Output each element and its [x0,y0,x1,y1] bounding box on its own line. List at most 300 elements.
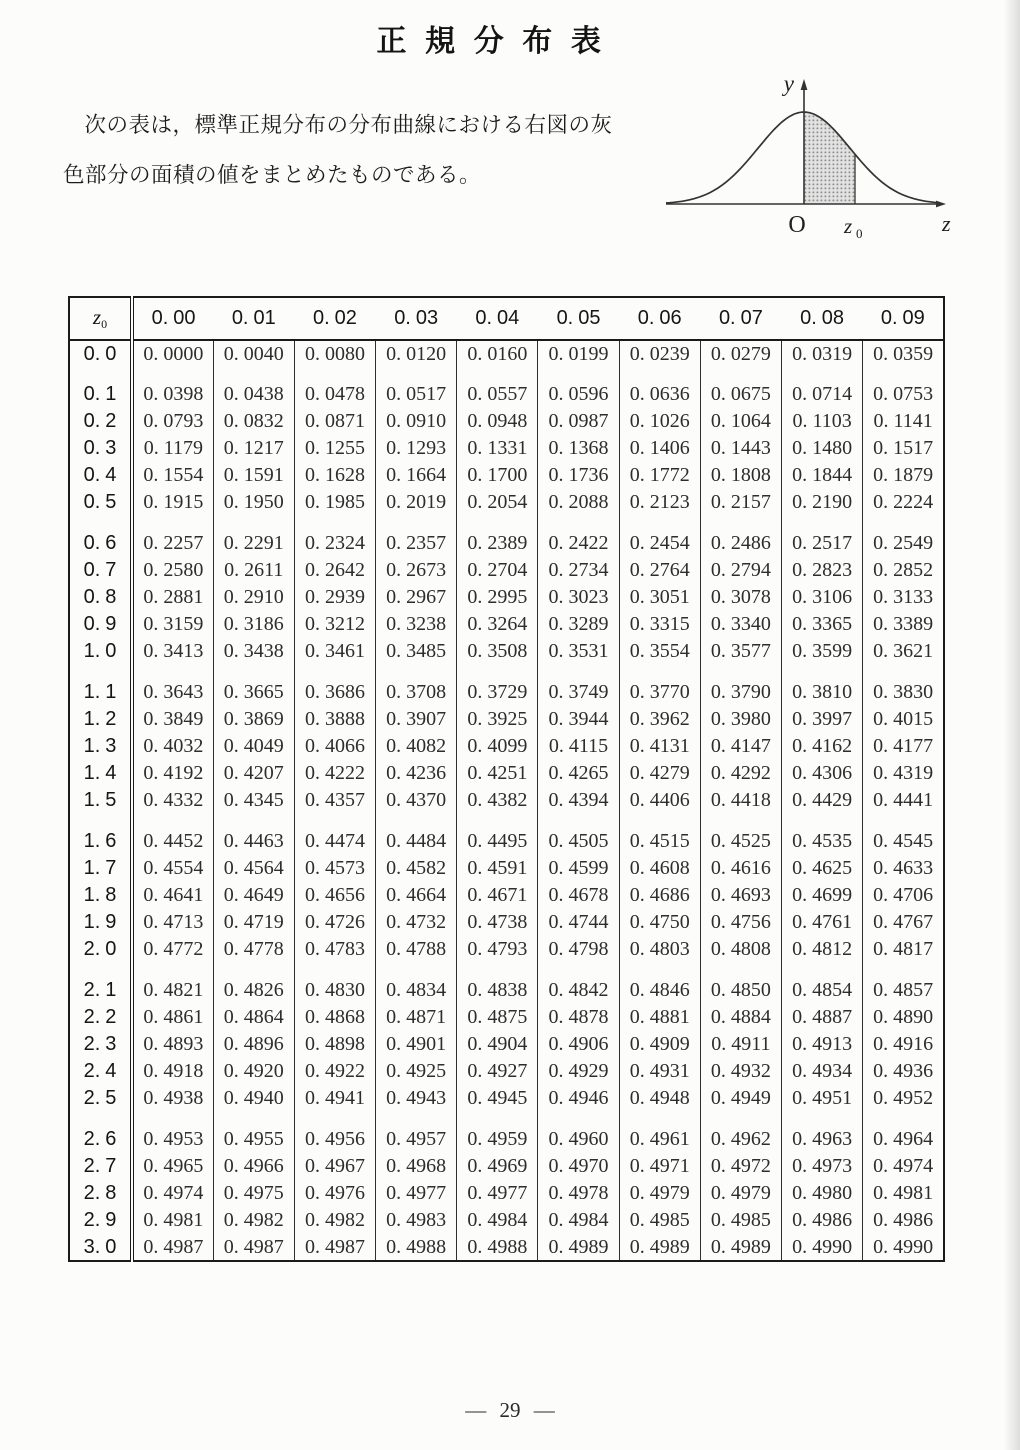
value-cell: 0. 1700 [457,462,538,489]
table-row [69,638,944,665]
value-cell: 0. 3238 [376,611,457,638]
table-row [69,1234,944,1261]
value-cell: 0. 4969 [457,1153,538,1180]
value-cell: 0. 2291 [213,530,294,557]
row-label: 2. 5 [69,1085,132,1112]
value-cell: 0. 3997 [782,706,863,733]
value-cell: 0. 1591 [213,462,294,489]
group-spacer-row [69,814,944,828]
value-cell: 0. 4452 [132,828,213,855]
value-cell: 0. 4838 [457,977,538,1004]
value-cell: 0. 0319 [782,340,863,367]
value-cell: 0. 3888 [294,706,375,733]
value-cell: 0. 4943 [376,1085,457,1112]
value-cell: 0. 4778 [213,936,294,963]
intro-line-1: 次の表は，標準正規分布の分布曲線における右図の灰 [84,113,613,137]
value-cell: 0. 4901 [376,1031,457,1058]
column-header: 0. 01 [231,307,276,329]
value-cell: 0. 4474 [294,828,375,855]
value-cell: 0. 3264 [457,611,538,638]
value-cell: 0. 4890 [863,1004,944,1031]
value-cell: 0. 3485 [376,638,457,665]
value-cell: 0. 4966 [213,1153,294,1180]
value-cell: 0. 2088 [538,489,619,516]
value-cell: 0. 1064 [700,408,781,435]
value-cell: 0. 4984 [538,1207,619,1234]
value-cell: 0. 0080 [294,340,375,367]
value-cell: 0. 3389 [863,611,944,638]
column-header: 0. 09 [880,307,925,329]
value-cell: 0. 4834 [376,977,457,1004]
value-cell: 0. 4664 [376,882,457,909]
value-cell: 0. 0714 [782,381,863,408]
group-spacer-row [69,367,944,381]
value-cell: 0. 4147 [700,733,781,760]
value-cell: 0. 4946 [538,1085,619,1112]
y-axis-label: y [783,71,794,96]
value-cell: 0. 3023 [538,584,619,611]
row-label: 0. 8 [69,584,132,611]
group-spacer-row [69,665,944,679]
table-row [69,435,944,462]
table-row [69,882,944,909]
value-cell: 0. 2910 [213,584,294,611]
value-cell: 0. 3461 [294,638,375,665]
table-body [69,340,944,1261]
value-cell: 0. 4115 [538,733,619,760]
value-cell: 0. 2704 [457,557,538,584]
value-cell: 0. 4986 [782,1207,863,1234]
value-cell: 0. 4357 [294,787,375,814]
row-label: 1. 2 [69,706,132,733]
value-cell: 0. 0832 [213,408,294,435]
value-cell: 0. 4961 [619,1126,700,1153]
value-cell: 0. 1480 [782,435,863,462]
table-row [69,936,944,963]
value-cell: 0. 4864 [213,1004,294,1031]
value-cell: 0. 2054 [457,489,538,516]
value-cell: 0. 4979 [700,1180,781,1207]
value-cell: 0. 3289 [538,611,619,638]
value-cell: 0. 4761 [782,909,863,936]
table-row [69,1153,944,1180]
value-cell: 0. 2764 [619,557,700,584]
value-cell: 0. 4932 [700,1058,781,1085]
value-cell: 0. 4812 [782,936,863,963]
row-label: 2. 7 [69,1153,132,1180]
value-cell: 0. 4971 [619,1153,700,1180]
column-header: 0. 05 [556,307,601,329]
value-cell: 0. 4066 [294,733,375,760]
value-cell: 0. 4564 [213,855,294,882]
value-cell: 0. 4756 [700,909,781,936]
value-cell: 0. 4738 [457,909,538,936]
value-cell: 0. 0675 [700,381,781,408]
column-header: 0. 04 [475,307,520,329]
value-cell: 0. 4988 [376,1234,457,1261]
value-cell: 0. 3212 [294,611,375,638]
row-label: 1. 0 [69,638,132,665]
value-cell: 0. 4990 [863,1234,944,1261]
value-cell: 0. 4962 [700,1126,781,1153]
value-cell: 0. 4988 [457,1234,538,1261]
value-cell: 0. 4484 [376,828,457,855]
row-label: 1. 8 [69,882,132,909]
row-label: 0. 1 [69,381,132,408]
value-cell: 0. 4941 [294,1085,375,1112]
normal-table [68,296,945,1262]
row-label: 1. 9 [69,909,132,936]
value-cell: 0. 2324 [294,530,375,557]
value-cell: 0. 3830 [863,679,944,706]
value-cell: 0. 4987 [213,1234,294,1261]
value-cell: 0. 0279 [700,340,781,367]
value-cell: 0. 4938 [132,1085,213,1112]
value-cell: 0. 0793 [132,408,213,435]
value-cell: 0. 0636 [619,381,700,408]
value-cell: 0. 4599 [538,855,619,882]
value-cell: 0. 4980 [782,1180,863,1207]
value-cell: 0. 4922 [294,1058,375,1085]
value-cell: 0. 2673 [376,557,457,584]
value-cell: 0. 4236 [376,760,457,787]
value-cell: 0. 1517 [863,435,944,462]
value-cell: 0. 1808 [700,462,781,489]
value-cell: 0. 0871 [294,408,375,435]
value-cell: 0. 4842 [538,977,619,1004]
value-cell: 0. 4934 [782,1058,863,1085]
value-cell: 0. 0199 [538,340,619,367]
value-cell: 0. 4987 [294,1234,375,1261]
value-cell: 0. 3106 [782,584,863,611]
value-cell: 0. 4699 [782,882,863,909]
row-label: 1. 3 [69,733,132,760]
value-cell: 0. 0239 [619,340,700,367]
page-title: 正規分布表 [376,25,620,58]
value-cell: 0. 3810 [782,679,863,706]
value-cell: 0. 4968 [376,1153,457,1180]
value-cell: 0. 4671 [457,882,538,909]
value-cell: 0. 4854 [782,977,863,1004]
value-cell: 0. 4975 [213,1180,294,1207]
value-cell: 0. 2580 [132,557,213,584]
value-cell: 0. 4693 [700,882,781,909]
value-cell: 0. 4649 [213,882,294,909]
value-cell: 0. 3925 [457,706,538,733]
value-cell: 0. 4974 [863,1153,944,1180]
table-row [69,462,944,489]
value-cell: 0. 1664 [376,462,457,489]
value-cell: 0. 4977 [457,1180,538,1207]
value-cell: 0. 4990 [782,1234,863,1261]
z0-label-sub: 0 [856,226,863,241]
value-cell: 0. 4979 [619,1180,700,1207]
value-cell: 0. 3438 [213,638,294,665]
value-cell: 0. 4861 [132,1004,213,1031]
value-cell: 0. 4830 [294,977,375,1004]
table-row [69,584,944,611]
column-header: 0. 07 [718,307,763,329]
value-cell: 0. 1406 [619,435,700,462]
value-cell: 0. 3621 [863,638,944,665]
value-cell: 0. 4345 [213,787,294,814]
value-cell: 0. 4382 [457,787,538,814]
value-cell: 0. 3849 [132,706,213,733]
value-cell: 0. 4878 [538,1004,619,1031]
value-cell: 0. 4441 [863,787,944,814]
row-label: 1. 6 [69,828,132,855]
value-cell: 0. 4319 [863,760,944,787]
corner-header-z0: $z_0$ [69,297,132,340]
value-cell: 0. 3749 [538,679,619,706]
value-cell: 0. 4207 [213,760,294,787]
value-cell: 0. 4964 [863,1126,944,1153]
value-cell: 0. 1628 [294,462,375,489]
row-label: 2. 9 [69,1207,132,1234]
value-cell: 0. 4582 [376,855,457,882]
value-cell: 0. 4983 [376,1207,457,1234]
value-cell: 0. 2642 [294,557,375,584]
value-cell: 0. 0557 [457,381,538,408]
row-label: 0. 4 [69,462,132,489]
value-cell: 0. 4986 [863,1207,944,1234]
value-cell: 0. 4616 [700,855,781,882]
value-cell: 0. 4850 [700,977,781,1004]
value-cell: 0. 2734 [538,557,619,584]
value-cell: 0. 4545 [863,828,944,855]
value-cell: 0. 4953 [132,1126,213,1153]
value-cell: 0. 4713 [132,909,213,936]
table-row [69,679,944,706]
value-cell: 0. 0000 [132,340,213,367]
value-cell: 0. 1985 [294,489,375,516]
value-cell: 0. 2794 [700,557,781,584]
value-cell: 0. 4948 [619,1085,700,1112]
value-cell: 0. 4904 [457,1031,538,1058]
value-cell: 0. 4973 [782,1153,863,1180]
group-spacer-row [69,963,944,977]
value-cell: 0. 4896 [213,1031,294,1058]
value-cell: 0. 4970 [538,1153,619,1180]
row-label: 2. 2 [69,1004,132,1031]
value-cell: 0. 3508 [457,638,538,665]
value-cell: 0. 4406 [619,787,700,814]
table-row [69,1031,944,1058]
table-row [69,1004,944,1031]
table-row [69,1180,944,1207]
value-cell: 0. 4750 [619,909,700,936]
value-cell: 0. 2123 [619,489,700,516]
table-container [68,296,945,1262]
value-cell: 0. 3907 [376,706,457,733]
value-cell: 0. 3365 [782,611,863,638]
table-row [69,340,944,367]
value-cell: 0. 4982 [294,1207,375,1234]
row-label: 1. 5 [69,787,132,814]
value-cell: 0. 4573 [294,855,375,882]
value-cell: 0. 3577 [700,638,781,665]
value-cell: 0. 4960 [538,1126,619,1153]
table-row [69,408,944,435]
bell-curve [666,112,938,203]
page-number: — 29 — [465,1398,555,1422]
value-cell: 0. 1217 [213,435,294,462]
table-row [69,557,944,584]
value-cell: 0. 4977 [376,1180,457,1207]
row-label: 0. 6 [69,530,132,557]
value-cell: 0. 4370 [376,787,457,814]
value-cell: 0. 3729 [457,679,538,706]
value-cell: 0. 2517 [782,530,863,557]
value-cell: 0. 4981 [863,1180,944,1207]
value-cell: 0. 4279 [619,760,700,787]
value-cell: 0. 4871 [376,1004,457,1031]
value-cell: 0. 4931 [619,1058,700,1085]
group-spacer-row [69,1112,944,1126]
value-cell: 0. 0359 [863,340,944,367]
value-cell: 0. 2157 [700,489,781,516]
value-cell: 0. 4985 [619,1207,700,1234]
row-label: 0. 7 [69,557,132,584]
row-label: 1. 1 [69,679,132,706]
value-cell: 0. 1736 [538,462,619,489]
value-cell: 0. 3413 [132,638,213,665]
value-cell: 0. 4641 [132,882,213,909]
value-cell: 0. 4868 [294,1004,375,1031]
value-cell: 0. 4989 [619,1234,700,1261]
value-cell: 0. 4974 [132,1180,213,1207]
value-cell: 0. 1772 [619,462,700,489]
value-cell: 0. 4982 [213,1207,294,1234]
row-label: 2. 1 [69,977,132,1004]
value-cell: 0. 3531 [538,638,619,665]
value-cell: 0. 4686 [619,882,700,909]
value-cell: 0. 0160 [457,340,538,367]
value-cell: 0. 4719 [213,909,294,936]
value-cell: 0. 2486 [700,530,781,557]
value-cell: 0. 0517 [376,381,457,408]
normal-distribution-figure [660,55,1010,245]
value-cell: 0. 4913 [782,1031,863,1058]
row-label: 3. 0 [69,1234,132,1261]
value-cell: 0. 3980 [700,706,781,733]
value-cell: 0. 4251 [457,760,538,787]
value-cell: 0. 4608 [619,855,700,882]
value-cell: 0. 4591 [457,855,538,882]
value-cell: 0. 4909 [619,1031,700,1058]
value-cell: 0. 4821 [132,977,213,1004]
value-cell: 0. 4881 [619,1004,700,1031]
value-cell: 0. 4959 [457,1126,538,1153]
row-label: 2. 8 [69,1180,132,1207]
value-cell: 0. 1554 [132,462,213,489]
z-axis-label: z [942,211,951,236]
value-cell: 0. 1368 [538,435,619,462]
value-cell: 0. 3315 [619,611,700,638]
value-cell: 0. 4929 [538,1058,619,1085]
value-cell: 0. 4265 [538,760,619,787]
table-row [69,489,944,516]
value-cell: 0. 4981 [132,1207,213,1234]
value-cell: 0. 4192 [132,760,213,787]
value-cell: 0. 4965 [132,1153,213,1180]
value-cell: 0. 4857 [863,977,944,1004]
value-cell: 0. 4525 [700,828,781,855]
value-cell: 0. 4222 [294,760,375,787]
origin-label: O [788,212,806,238]
value-cell: 0. 4884 [700,1004,781,1031]
row-label: 2. 6 [69,1126,132,1153]
value-cell: 0. 4535 [782,828,863,855]
value-cell: 0. 4788 [376,936,457,963]
value-cell: 0. 3340 [700,611,781,638]
value-cell: 0. 1179 [132,435,213,462]
value-cell: 0. 2881 [132,584,213,611]
value-cell: 0. 4940 [213,1085,294,1112]
value-cell: 0. 4306 [782,760,863,787]
row-label: 0. 3 [69,435,132,462]
intro-line-2: 色部分の面積の値をまとめたものである。 [63,163,482,187]
value-cell: 0. 1443 [700,435,781,462]
value-cell: 0. 1255 [294,435,375,462]
value-cell: 0. 0478 [294,381,375,408]
value-cell: 0. 4978 [538,1180,619,1207]
value-cell: 0. 1103 [782,408,863,435]
value-cell: 0. 4945 [457,1085,538,1112]
column-header: 0. 08 [800,307,845,329]
value-cell: 0. 0120 [376,340,457,367]
table-row [69,1207,944,1234]
value-cell: 0. 1879 [863,462,944,489]
value-cell: 0. 2019 [376,489,457,516]
value-cell: 0. 1026 [619,408,700,435]
value-cell: 0. 4767 [863,909,944,936]
value-cell: 0. 0596 [538,381,619,408]
value-cell: 0. 4744 [538,909,619,936]
value-cell: 0. 4625 [782,855,863,882]
group-spacer-row [69,516,944,530]
value-cell: 0. 4989 [538,1234,619,1261]
value-cell: 0. 0987 [538,408,619,435]
value-cell: 0. 2611 [213,557,294,584]
value-cell: 0. 4987 [132,1234,213,1261]
value-cell: 0. 4082 [376,733,457,760]
row-label: 2. 4 [69,1058,132,1085]
row-label: 1. 7 [69,855,132,882]
value-cell: 0. 1293 [376,435,457,462]
value-cell: 0. 4633 [863,855,944,882]
value-cell: 0. 3686 [294,679,375,706]
table-row [69,787,944,814]
value-cell: 0. 4429 [782,787,863,814]
value-cell: 0. 1331 [457,435,538,462]
value-cell: 0. 2852 [863,557,944,584]
value-cell: 0. 4656 [294,882,375,909]
value-cell: 0. 1950 [213,489,294,516]
value-cell: 0. 4726 [294,909,375,936]
value-cell: 0. 2995 [457,584,538,611]
value-cell: 0. 4918 [132,1058,213,1085]
value-cell: 0. 0398 [132,381,213,408]
table-row [69,1085,944,1112]
value-cell: 0. 4911 [700,1031,781,1058]
value-cell: 0. 4989 [700,1234,781,1261]
value-cell: 0. 4817 [863,936,944,963]
value-cell: 0. 4972 [700,1153,781,1180]
table-row [69,977,944,1004]
value-cell: 0. 3770 [619,679,700,706]
value-cell: 0. 4920 [213,1058,294,1085]
